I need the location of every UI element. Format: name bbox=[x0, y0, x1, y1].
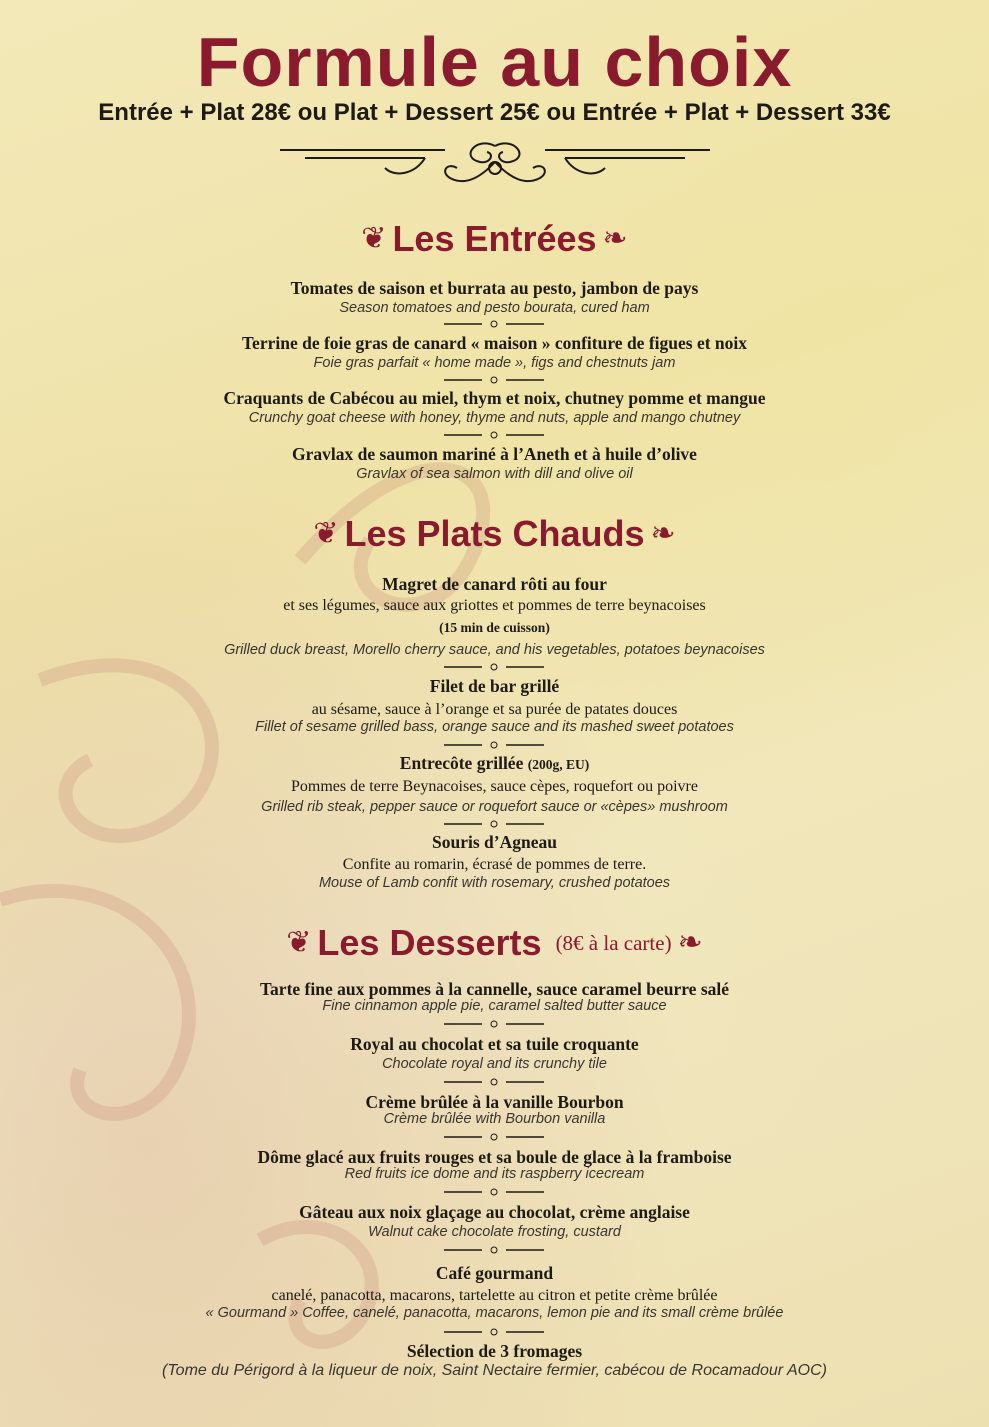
plat-1-en: Grilled duck breast, Morello cherry sauce, and his vegetables, potatoes beynacoises bbox=[224, 642, 765, 658]
plat-1-fr: Magret de canard rôti au four bbox=[382, 574, 607, 594]
entree-2-fr: Terrine de foie gras de canard « maison » confiture de figues et noix bbox=[241, 333, 748, 353]
dessert-6-fr: Café gourmand bbox=[435, 1263, 554, 1283]
dessert-4-fr: Dôme glacé aux fruits rouges et sa boule de glace à la framboise bbox=[257, 1147, 732, 1167]
dessert-4-en: Red fruits ice dome and its raspberry icecream bbox=[344, 1166, 645, 1182]
divider-ornament-icon bbox=[444, 1133, 544, 1141]
divider-ornament-icon bbox=[444, 431, 544, 439]
dessert-6-en: « Gourmand » Coffee, canelé, panacotta, macarons, lemon pie and its small crème brûlée bbox=[205, 1305, 784, 1321]
entree-4-fr: Gravlax de saumon mariné à l’Aneth et à huile d’olive bbox=[292, 444, 697, 464]
entree-2-en: Foie gras parfait « home made », figs and chestnuts jam bbox=[313, 355, 676, 371]
divider-ornament-icon bbox=[444, 820, 544, 828]
fleuron-icon: ❦ bbox=[286, 925, 312, 960]
plat-3-note: (200g, EU) bbox=[527, 757, 590, 772]
plats-heading bbox=[0, 513, 989, 555]
fleuron-icon: ❧ bbox=[650, 516, 676, 551]
divider-ornament-icon bbox=[444, 320, 544, 328]
plat-4-fr: Souris d’Agneau bbox=[432, 832, 557, 852]
entree-1-en: Season tomatoes and pesto bourata, cured ham bbox=[339, 300, 650, 316]
entree-3-en: Crunchy goat cheese with honey, thyme and nuts, apple and mango chutney bbox=[248, 410, 741, 426]
dessert-7-en: (Tome du Périgord à la liqueur de noix, Saint Nectaire fermier, cabécou de Rocamadour AOC) bbox=[162, 1362, 827, 1379]
plat-2-en: Fillet of sesame grilled bass, orange sauce and its mashed sweet potatoes bbox=[255, 719, 734, 735]
dessert-5-fr: Gâteau aux noix glaçage au chocolat, crème anglaise bbox=[299, 1202, 690, 1222]
dessert-2-fr: Royal au chocolat et sa tuile croquante bbox=[350, 1034, 639, 1054]
dessert-6-detail: canelé, panacotta, macarons, tartelette au citron et petite crème brûlée bbox=[271, 1287, 718, 1304]
desserts-price-note: (8€ à la carte) bbox=[555, 931, 672, 955]
entrees-heading-text: Les Entrées bbox=[392, 218, 597, 259]
entree-3-fr: Craquants de Cabécou au miel, thym et noix, chutney pomme et mangue bbox=[223, 388, 766, 408]
divider-ornament-icon bbox=[444, 1020, 544, 1028]
dessert-3-fr: Crème brûlée à la vanille Bourbon bbox=[365, 1092, 624, 1112]
divider-ornament-icon bbox=[444, 741, 544, 749]
plats-heading-text: Les Plats Chauds bbox=[344, 513, 645, 554]
formula-prices: Entrée + Plat 28€ ou Plat + Dessert 25€ ou Entrée + Plat + Dessert 33€ bbox=[98, 99, 891, 126]
page-title: Formule au choix bbox=[196, 23, 793, 101]
dessert-1-fr: Tarte fine aux pommes à la cannelle, sauce caramel beurre salé bbox=[259, 979, 730, 999]
entrees-heading bbox=[0, 218, 989, 260]
fleuron-icon: ❦ bbox=[361, 221, 387, 256]
plat-1-note: (15 min de cuisson) bbox=[439, 620, 550, 635]
plat-3-en: Grilled rib steak, pepper sauce or roquefort sauce or «cèpes» mushroom bbox=[261, 799, 728, 815]
plat-2-fr: Filet de bar grillé bbox=[429, 676, 560, 696]
dessert-1-en: Fine cinnamon apple pie, caramel salted butter sauce bbox=[322, 998, 667, 1014]
divider-ornament-icon bbox=[444, 1246, 544, 1254]
desserts-heading bbox=[0, 922, 989, 964]
plat-4-en: Mouse of Lamb confit with rosemary, crushed potatoes bbox=[318, 875, 671, 891]
scroll-ornament-icon bbox=[275, 138, 715, 190]
divider-ornament-icon bbox=[444, 1188, 544, 1196]
divider-ornament-icon bbox=[444, 376, 544, 384]
dessert-3-en: Crème brûlée with Bourbon vanilla bbox=[383, 1111, 606, 1127]
divider-ornament-icon bbox=[444, 1078, 544, 1086]
plat-3-detail: Pommes de terre Beynacoises, sauce cèpes, roquefort ou poivre bbox=[291, 778, 698, 795]
divider-ornament-icon bbox=[444, 1328, 544, 1336]
plat-4-detail: Confite au romarin, écrasé de pommes de terre. bbox=[342, 856, 647, 873]
plat-3-name: Entrecôte grillée bbox=[399, 753, 524, 773]
entree-1-fr: Tomates de saison et burrata au pesto, jambon de pays bbox=[290, 278, 699, 298]
fleuron-icon: ❧ bbox=[677, 925, 703, 960]
plat-1-detail: et ses légumes, sauce aux griottes et pommes de terre beynacoises bbox=[283, 597, 706, 614]
dessert-7-fr: Sélection de 3 fromages bbox=[406, 1341, 583, 1361]
dessert-5-en: Walnut cake chocolate frosting, custard bbox=[368, 1224, 621, 1240]
desserts-heading-text: Les Desserts bbox=[317, 922, 542, 963]
dessert-2-en: Chocolate royal and its crunchy tile bbox=[382, 1056, 607, 1072]
entree-4-en: Gravlax of sea salmon with dill and olive oil bbox=[356, 466, 633, 482]
divider-ornament-icon bbox=[444, 663, 544, 671]
plat-2-detail: au sésame, sauce à l’orange et sa purée de patates douces bbox=[311, 701, 678, 718]
plat-3-fr bbox=[0, 752, 989, 776]
fleuron-icon: ❦ bbox=[313, 516, 339, 551]
fleuron-icon: ❧ bbox=[602, 221, 628, 256]
